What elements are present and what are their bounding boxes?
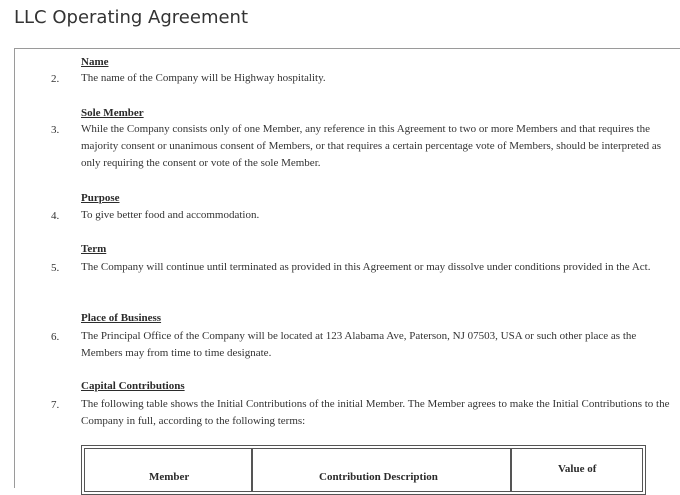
- section-body-term: The Company will continue until terminated as provided in this Agreement or may dissolve under conditions provided in the Act.: [81, 261, 651, 273]
- table-header-cell: [511, 448, 643, 492]
- section-heading-place-of-business: Place of Business: [81, 312, 162, 324]
- section-body-purpose: To give better food and accommodation.: [81, 209, 260, 221]
- table-header-cell: [252, 448, 511, 492]
- section-body-sole-member: While the Company consists only of one Member, any reference in this Agreement to two or more Members and that requires the majority consent or unanimous consent of Members, or that requires a certain percentage vote of Members, should be interpreted as only requiring the consent or vote of the sole Member.: [81, 123, 662, 169]
- section-heading-sole-member: Sole Member: [81, 107, 144, 119]
- section-body-place-of-business: The Principal Office of the Company will be located at 123 Alabama Ave, Paterson, NJ 07503, USA or such other place as the Members may from time to time designate.: [81, 330, 637, 359]
- section-body-capital-contributions: The following table shows the Initial Contributions of the initial Member. The Member agrees to make the Initial Contributions to the Company in full, according to the following terms:: [81, 398, 670, 427]
- section-body-name: The name of the Company will be Highway hospitality.: [81, 72, 326, 84]
- table-header-member: Member: [149, 471, 190, 483]
- section-heading-name: Name: [81, 56, 109, 68]
- section-number: 3.: [51, 124, 60, 136]
- contributions-table: [81, 445, 646, 495]
- section-number: 5.: [51, 262, 60, 274]
- section-number: 6.: [51, 331, 60, 343]
- section-number: 2.: [51, 73, 60, 85]
- table-header-contribution-description: Contribution Description: [319, 471, 438, 483]
- table-header-value-of: Value of: [558, 463, 597, 475]
- page-title: LLC Operating Agreement: [14, 7, 249, 28]
- section-heading-capital-contributions: Capital Contributions: [81, 380, 185, 392]
- section-number: 7.: [51, 399, 60, 411]
- section-heading-term: Term: [81, 243, 107, 255]
- section-number: 4.: [51, 210, 60, 222]
- table-header-cell: [84, 448, 252, 492]
- section-heading-purpose: Purpose: [81, 192, 120, 204]
